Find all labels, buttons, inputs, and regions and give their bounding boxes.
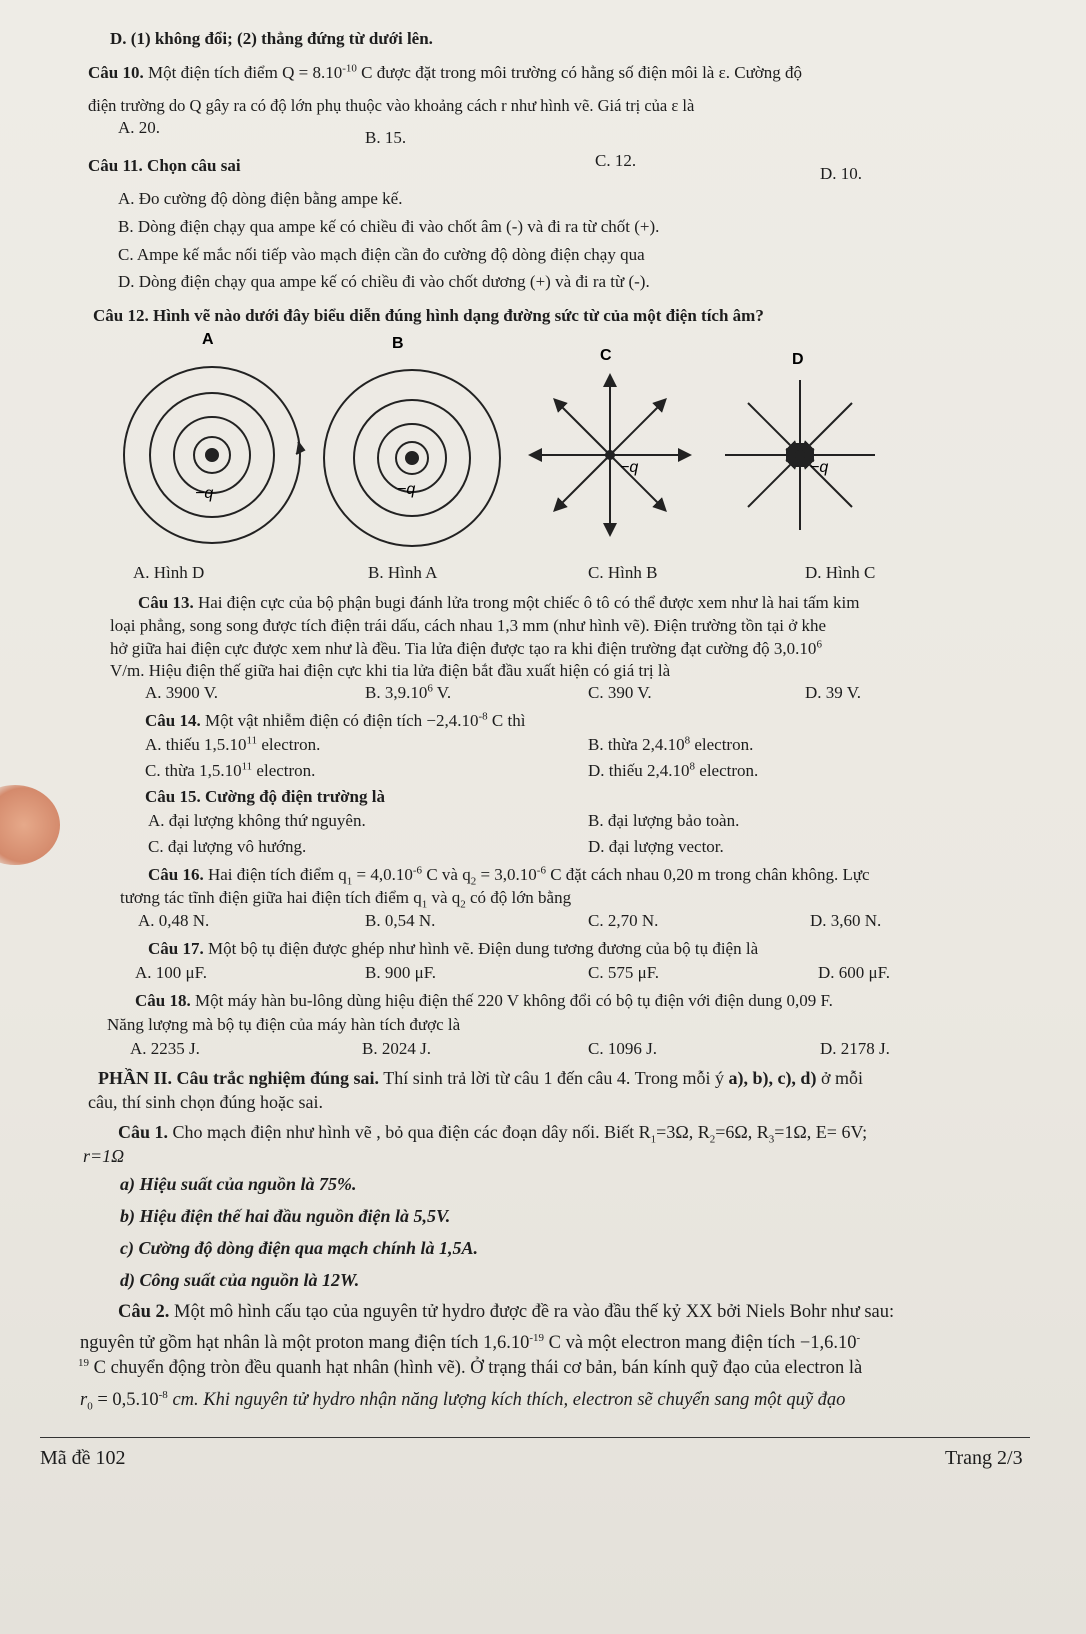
- c1-item-d: d) Công suất của nguồn là 12W.: [120, 1270, 360, 1290]
- figure-d-radial: [725, 380, 875, 530]
- text: C và một electron mang điện tích −1,6.10: [544, 1333, 857, 1353]
- exponent: 11: [241, 760, 253, 773]
- field-lines-figure: [120, 331, 880, 560]
- q12-option-d: D. Hình C: [805, 563, 876, 582]
- text: có độ lớn bằng: [465, 888, 572, 907]
- text: =3Ω, R: [656, 1122, 710, 1142]
- text: C đặt cách nhau 0,20 m trong chân không. Lực: [545, 865, 870, 884]
- c1-item-b: b) Hiệu điện thế hai đầu nguồn điện là 5,5V.: [120, 1206, 451, 1226]
- q11-option-a: A. Đo cường độ dòng điện bằng ampe kế.: [118, 189, 403, 208]
- q10-option-c: C. 12.: [595, 151, 637, 170]
- exponent: -8: [478, 710, 488, 723]
- q14-option-d: [588, 760, 758, 781]
- q15-option-a: A. đại lượng không thứ nguyên.: [148, 811, 366, 830]
- charge-dot: [606, 451, 614, 459]
- text: = 0,5.10: [92, 1390, 159, 1410]
- part-two-heading: [98, 1068, 863, 1089]
- q17-stem: [148, 938, 758, 959]
- q11-option-c: C. Ampe kế mắc nối tiếp vào mạch điện cần đo cường độ dòng điện chạy qua: [118, 245, 645, 264]
- exponent: -10: [342, 62, 357, 75]
- subscript: 2: [709, 1133, 716, 1146]
- q16-line2: [120, 887, 572, 911]
- q16-option-d: D. 3,60 N.: [810, 911, 882, 930]
- q9-option-d: [110, 28, 433, 49]
- text: cm. Khi nguyên tử hydro nhận năng lượng kích thích, electron sẽ chuyển sang một quỹ đạo: [167, 1390, 846, 1410]
- question-label: Câu 2.: [118, 1302, 170, 1322]
- q11-option-d: D. Dòng điện chạy qua ampe kế có chiều đi vào chốt dương (+) và đi ra từ (-).: [118, 272, 650, 291]
- exponent: -19: [529, 1331, 545, 1344]
- text: C chuyển động tròn đều quanh hạt nhân (hình vẽ). Ở trạng thái cơ bản, bán kính quỹ đạo của electron là: [89, 1358, 863, 1378]
- q13-line4: V/m. Hiệu điện thế giữa hai điện cực khi tia lửa điện bắt đầu xuất hiện có giá trị là: [110, 661, 671, 680]
- c2-stem: [118, 1302, 894, 1323]
- q11-option-b: B. Dòng điện chạy qua ampe kế có chiều đi vào chốt âm (-) và đi ra từ chốt (+).: [118, 217, 660, 236]
- q10-stem: [88, 62, 802, 83]
- q16-stem: [148, 864, 870, 888]
- footer-divider: [40, 1437, 1030, 1438]
- text: electron.: [257, 735, 321, 754]
- text: điện trường do Q gây ra có độ lớn phụ thuộc vào khoảng cách r như hình vẽ. Giá trị của ε là: [88, 96, 695, 115]
- q15-stem: Câu 15. Cường độ điện trường là: [145, 787, 385, 806]
- q17-option-d: D. 600 μF.: [818, 963, 890, 982]
- q14-option-b: [588, 734, 753, 755]
- text: A. thiếu 1,5.10: [145, 735, 247, 754]
- text: r: [80, 1390, 88, 1410]
- text: = 3,0.10: [476, 865, 537, 884]
- question-label: Câu 13.: [138, 593, 194, 612]
- c1-r: r=1Ω: [83, 1146, 125, 1166]
- text: Một bộ tụ điện được ghép như hình vẽ. Điện dung tương đương của bộ tụ điện là: [203, 939, 759, 958]
- q17-option-b: B. 900 μF.: [365, 963, 437, 982]
- text: nguyên tử gồm hạt nhân là một proton mang điện tích 1,6.10: [80, 1333, 530, 1353]
- q15-option-c: C. đại lượng vô hướng.: [148, 837, 307, 856]
- text: Một vật nhiễm điện có điện tích −2,4.10: [200, 711, 479, 730]
- q15-option-d: D. đại lượng vector.: [588, 837, 724, 856]
- text: tương tác tĩnh điện giữa hai điện tích điểm q: [120, 888, 422, 907]
- exponent: -8: [158, 1388, 168, 1401]
- subscript: 1: [421, 898, 428, 911]
- q14-option-a: [145, 734, 320, 755]
- exponent: -: [856, 1331, 861, 1344]
- text: ở mỗi: [816, 1068, 863, 1088]
- subscript: 2: [460, 898, 466, 911]
- text: = 4,0.10: [352, 865, 413, 884]
- charge-dot: [796, 451, 804, 459]
- figure-b-concentric: [324, 370, 500, 546]
- text: electron.: [690, 735, 754, 754]
- q13-line2: loại phẳng, song song được tích điện trái dấu, cách nhau 1,3 mm (như hình vẽ). Điện trường tồn tại ở khe: [110, 616, 827, 635]
- q18-stem: [135, 990, 833, 1011]
- charge-label: −q: [810, 459, 829, 476]
- figure-label-a: A: [202, 331, 214, 348]
- q12-stem: Câu 12. Hình vẽ nào dưới đây biểu diễn đúng hình dạng đường sức từ của một điện tích âm?: [93, 306, 764, 325]
- text: =1Ω, E= 6V;: [774, 1122, 868, 1142]
- text: electron.: [252, 761, 316, 780]
- text: hở giữa hai điện cực được xem như là đều. Tia lửa điện được tạo ra khi điện trường đạt cường độ 3,0.10: [110, 639, 817, 658]
- field-line: [748, 403, 795, 450]
- field-line: [610, 403, 662, 455]
- exponent: 19: [78, 1356, 89, 1369]
- text: a), b), c), d): [728, 1068, 817, 1088]
- q13-option-b: [365, 682, 451, 703]
- exponent: 6: [427, 682, 433, 695]
- q13-option-a: A. 3900 V.: [145, 683, 219, 702]
- subscript: 3: [768, 1133, 775, 1146]
- question-label: Câu 17.: [148, 939, 204, 958]
- subscript: 0: [87, 1400, 93, 1413]
- text: và q: [427, 888, 461, 907]
- text: D. (1) không đổi; (2) thẳng đứng từ dưới lên.: [110, 29, 433, 48]
- q16-option-c: C. 2,70 N.: [588, 911, 659, 930]
- text: Thí sinh trả lời từ câu 1 đến câu 4. Trong mỗi ý: [379, 1068, 729, 1088]
- text: C. thừa 1,5.10: [145, 761, 242, 780]
- text: electron.: [695, 761, 759, 780]
- text: =6Ω, R: [715, 1122, 769, 1142]
- text: C và q: [422, 865, 471, 884]
- exponent: 11: [246, 734, 258, 747]
- part-two-line2: câu, thí sinh chọn đúng hoặc sai.: [88, 1092, 323, 1112]
- q10-stem-line2: [88, 95, 694, 116]
- text: C được đặt trong môi trường có hằng số điện môi là ε. Cường độ: [356, 63, 803, 82]
- q13-stem: [138, 592, 859, 613]
- q13-option-d: D. 39 V.: [805, 683, 862, 702]
- exponent: 6: [816, 638, 822, 651]
- c1-item-a: a) Hiệu suất của nguồn là 75%.: [120, 1174, 357, 1194]
- text: Hai điện tích điểm q: [203, 865, 347, 884]
- question-label: Câu 14.: [145, 711, 201, 730]
- text: C thì: [487, 711, 526, 730]
- exponent: -6: [536, 864, 546, 877]
- c1-item-c: c) Cường độ dòng điện qua mạch chính là 1,5A.: [120, 1238, 478, 1258]
- q15-option-b: B. đại lượng bảo toàn.: [588, 811, 740, 830]
- subscript: 1: [346, 875, 353, 888]
- text: B. thừa 2,4.10: [588, 735, 685, 754]
- arrow: [296, 442, 304, 454]
- q10-option-d: D. 10.: [820, 164, 863, 183]
- q10-option-a: A. 20.: [118, 118, 161, 137]
- charge-dot: [406, 452, 418, 464]
- text: Cho mạch điện như hình vẽ , bỏ qua điện các đoạn dây nối. Biết R: [168, 1122, 651, 1142]
- charge-label: −q: [195, 485, 214, 502]
- q12-option-a: A. Hình D: [133, 563, 205, 582]
- subscript: 1: [650, 1133, 657, 1146]
- field-line: [805, 403, 852, 450]
- c2-line2: [80, 1333, 860, 1354]
- finger-shadow: [0, 785, 60, 865]
- page-number: Trang 2/3: [945, 1447, 1023, 1469]
- q13-line3: [110, 638, 822, 659]
- charge-label: −q: [620, 459, 639, 476]
- text: Hai điện cực của bộ phận bugi đánh lửa trong một chiếc ô tô có thể được xem như là hai tấm kim: [193, 593, 860, 612]
- field-line: [558, 455, 610, 507]
- question-label: Câu 18.: [135, 991, 191, 1010]
- exponent: 8: [684, 734, 691, 747]
- figure-c-radial: [535, 380, 685, 530]
- q14-stem: [145, 710, 525, 731]
- subscript: 2: [470, 875, 477, 888]
- q13-option-c: C. 390 V.: [588, 683, 652, 702]
- figure-label-c: C: [600, 347, 612, 364]
- figure-label-d: D: [792, 351, 804, 368]
- field-line: [558, 403, 610, 455]
- q12-option-b: B. Hình A: [368, 563, 438, 582]
- q18-option-a: A. 2235 J.: [130, 1039, 200, 1058]
- exam-code: Mã đề 102: [40, 1447, 126, 1469]
- q18-option-c: C. 1096 J.: [588, 1039, 657, 1058]
- text: B. 3,9.10: [365, 683, 428, 702]
- q11-stem: Câu 11. Chọn câu sai: [88, 156, 241, 175]
- charge-label: −q: [397, 481, 416, 498]
- charge-dot: [206, 449, 218, 461]
- question-label: Câu 10.: [88, 63, 144, 82]
- text: D. thiếu 2,4.10: [588, 761, 690, 780]
- q17-option-c: C. 575 μF.: [588, 963, 660, 982]
- q12-option-c: C. Hình B: [588, 563, 658, 582]
- figure-a-concentric: [124, 367, 304, 543]
- question-label: Câu 16.: [148, 865, 204, 884]
- q16-option-b: B. 0,54 N.: [365, 911, 436, 930]
- q18-option-d: D. 2178 J.: [820, 1039, 890, 1058]
- part-title: PHẦN II. Câu trắc nghiệm đúng sai.: [98, 1068, 380, 1088]
- text: Một máy hàn bu-lông dùng hiệu điện thế 220 V không đổi có bộ tụ điện với điện dung 0,09 F.: [190, 991, 833, 1010]
- q18-line2: Năng lượng mà bộ tụ điện của máy hàn tích được là: [107, 1015, 461, 1034]
- q16-option-a: A. 0,48 N.: [138, 911, 210, 930]
- exponent: -6: [412, 864, 423, 877]
- question-label: Câu 1.: [118, 1122, 169, 1142]
- q17-option-a: A. 100 μF.: [135, 963, 207, 982]
- field-line: [748, 460, 795, 507]
- c1-stem: [118, 1122, 868, 1146]
- c2-line4: [80, 1390, 845, 1411]
- q10-option-b: B. 15.: [365, 128, 407, 147]
- q14-option-c: [145, 760, 315, 781]
- text: Một điện tích điểm Q = 8.10: [143, 63, 343, 82]
- q18-option-b: B. 2024 J.: [362, 1039, 431, 1058]
- text: V.: [432, 683, 452, 702]
- figure-label-b: B: [392, 335, 404, 352]
- c2-line3: [78, 1358, 862, 1379]
- exponent: 8: [689, 760, 696, 773]
- text: Một mô hình cấu tạo của nguyên tử hydro được đề ra vào đầu thế kỷ XX bởi Niels Bohr như sau:: [169, 1302, 895, 1322]
